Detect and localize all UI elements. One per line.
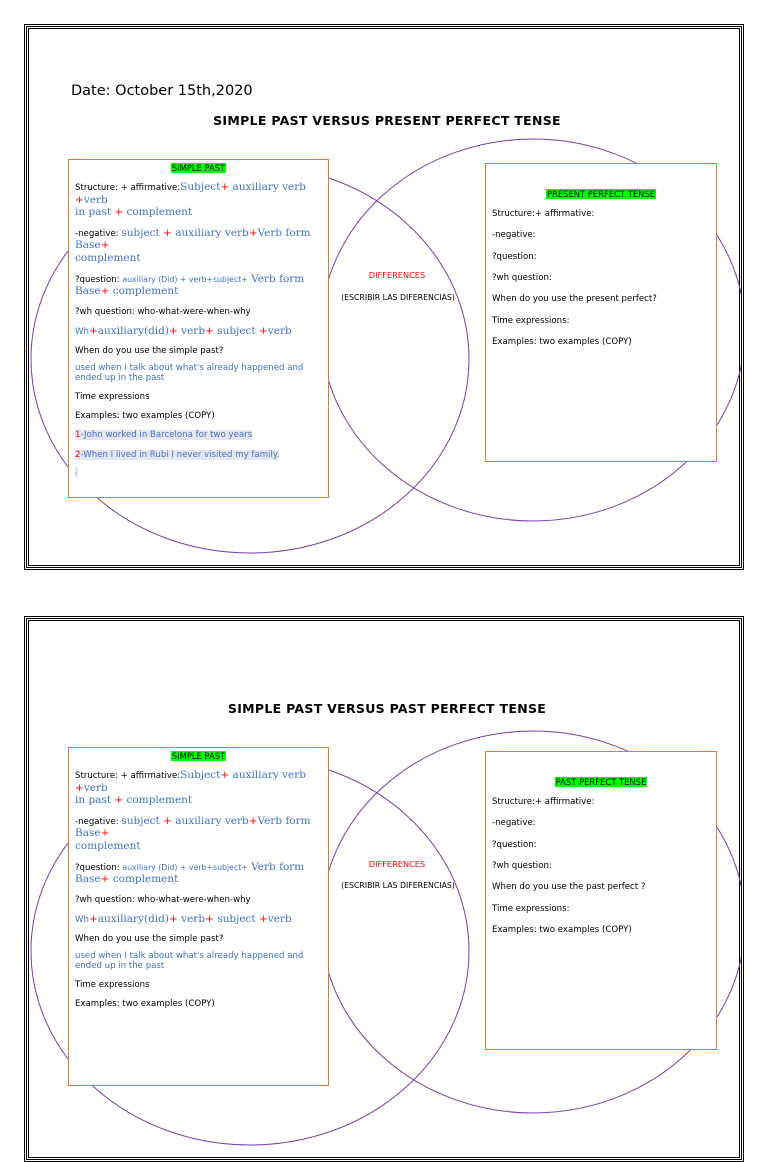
pf-time-expressions: Time expressions:: [492, 903, 570, 914]
page-title: SIMPLE PAST VERSUS PRESENT PERFECT TENSE: [213, 113, 561, 128]
when-use-line: When do you use the simple past?: [75, 345, 224, 356]
pp-question: ?question:: [492, 251, 537, 262]
simple-past-box: [68, 747, 329, 1086]
past-perfect-box: [485, 751, 717, 1050]
wh-question-line: ?wh question: who-what-were-when-why: [75, 894, 251, 905]
simple-past-heading: SIMPLE PAST: [171, 751, 226, 761]
simple-past-heading: SIMPLE PAST: [171, 163, 226, 173]
trailing-dot: .: [75, 466, 78, 477]
negative-line: -negative: subject + auxiliary verb+Verb form Base+ complement: [75, 226, 311, 264]
differences-label: DIFFERENCES: [368, 270, 426, 280]
structure-line: Structure: + affirmative:Subject+ auxiliary verb +verb in past + complement: [75, 769, 307, 807]
question-line: ?question: auxiliary (Did) + verb+subject+ Verb form Base+ complement: [75, 860, 305, 886]
pf-when-use: When do you use the past perfect ?: [492, 882, 646, 893]
pp-examples: Examples: two examples (COPY): [492, 336, 632, 347]
page-2: [24, 616, 744, 1162]
pp-when-use: When do you use the present perfect?: [492, 294, 657, 305]
wh-formula-line: Wh+auxiliary(did)+ verb+ subject +verb: [75, 325, 292, 338]
pf-question: ?question:: [492, 839, 537, 850]
simple-past-box: [68, 159, 329, 498]
examples-line: Examples: two examples (COPY): [75, 998, 215, 1009]
wh-question-line: ?wh question: who-what-were-when-why: [75, 306, 251, 317]
time-expressions-line: Time expressions: [75, 391, 150, 402]
escribir-label: (ESCRIBIR LAS DIFERENCIAS): [341, 293, 455, 302]
pf-examples: Examples: two examples (COPY): [492, 924, 632, 935]
pp-structure: Structure:+ affirmative:: [492, 209, 595, 219]
time-expressions-line: Time expressions: [75, 979, 150, 990]
pp-wh-question: ?wh question:: [492, 272, 552, 283]
question-line: ?question: auxiliary (Did) + verb+subject+ Verb form Base+ complement: [75, 272, 305, 298]
escribir-label: (ESCRIBIR LAS DIFERENCIAS): [341, 881, 455, 890]
date-line: Date: October 15th,2020: [71, 83, 253, 99]
page-1: [24, 24, 744, 570]
example-2: 2-When I lived in Rubi I never visited my family.: [75, 449, 280, 460]
past-perfect-heading: PAST PERFECT TENSE: [555, 777, 647, 787]
pf-wh-question: ?wh question:: [492, 860, 552, 871]
examples-line: Examples: two examples (COPY): [75, 410, 215, 421]
when-use-answer: used when I talk about what's already happened and ended up in the past: [75, 362, 304, 384]
when-use-answer: used when I talk about what's already happened and ended up in the past: [75, 950, 304, 972]
structure-line: Structure: + affirmative:Subject+ auxiliary verb +verb in past + complement: [75, 181, 307, 219]
when-use-line: When do you use the simple past?: [75, 933, 224, 944]
wh-formula-line: Wh+auxiliary(did)+ verb+ subject +verb: [75, 913, 292, 926]
present-perfect-box: [485, 163, 717, 462]
pp-time-expressions: Time expressions:: [492, 315, 570, 326]
page-title: SIMPLE PAST VERSUS PAST PERFECT TENSE: [227, 701, 547, 716]
pf-structure: Structure:+ affirmative:: [492, 797, 595, 807]
example-1: 1-John worked in Barcelona for two years: [75, 430, 253, 441]
pf-negative: -negative:: [492, 818, 536, 829]
pp-negative: -negative:: [492, 230, 536, 241]
present-perfect-heading: PRESENT PERFECT TENSE: [547, 189, 655, 199]
differences-label: DIFFERENCES: [368, 859, 426, 869]
negative-line: -negative: subject + auxiliary verb+Verb form Base+ complement: [75, 814, 311, 852]
